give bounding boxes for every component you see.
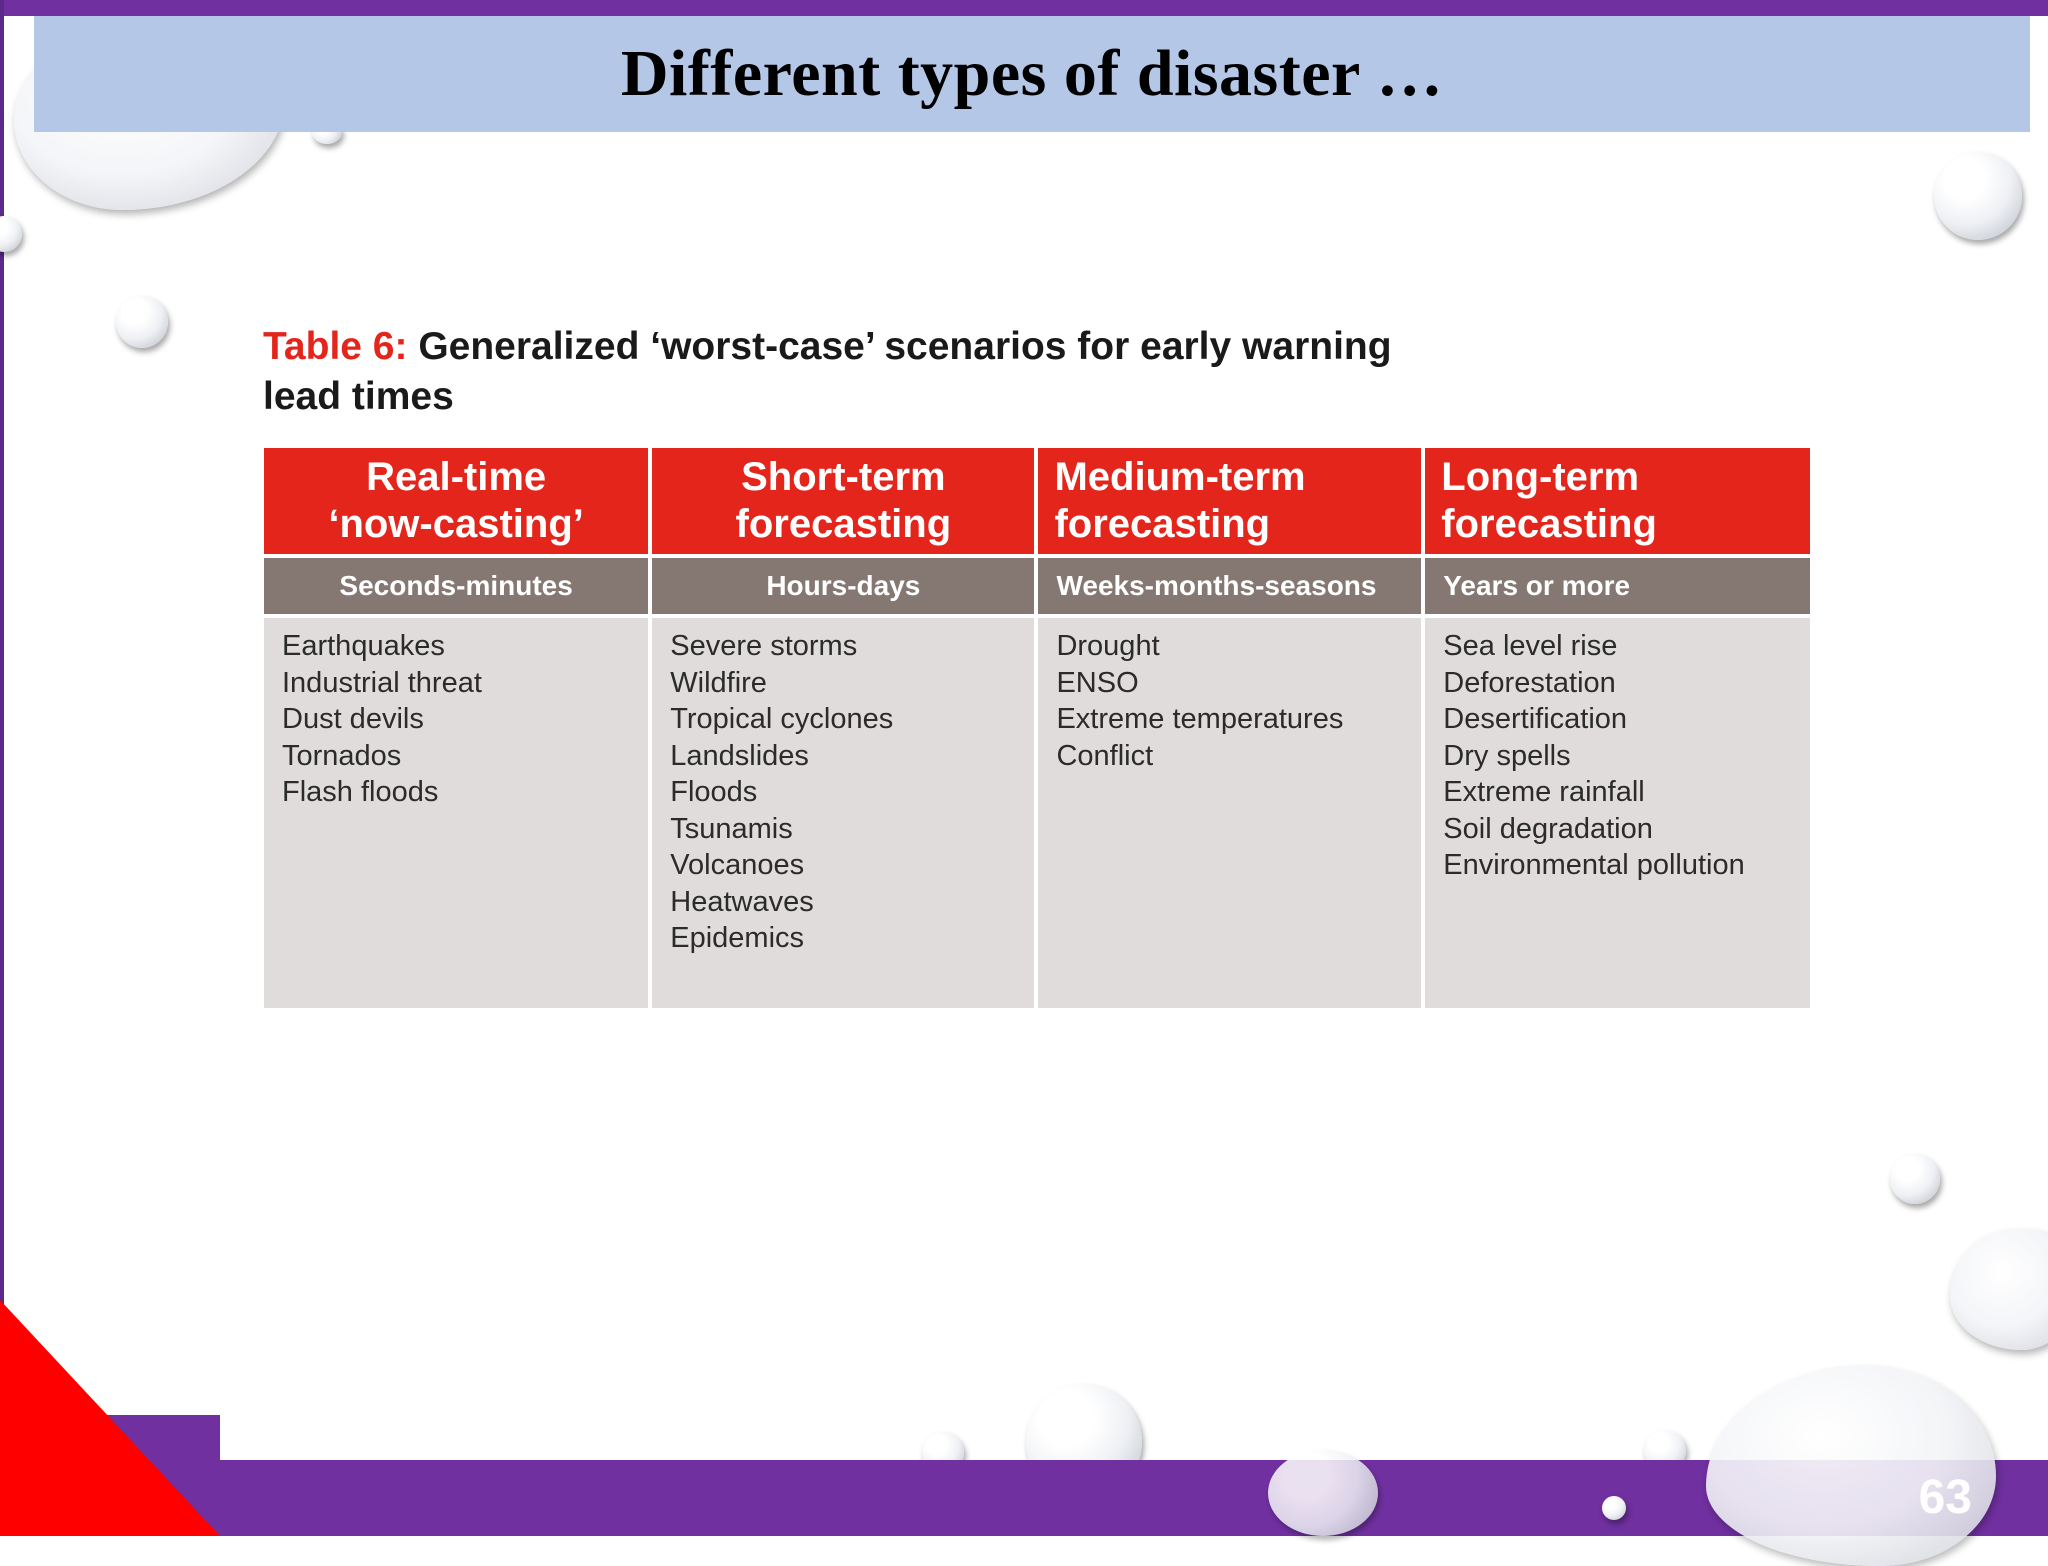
hazard-list-medium-term	[1036, 616, 1423, 1008]
column-header-short-term: Short-term forecasting	[650, 448, 1036, 556]
top-accent-bar	[0, 0, 2048, 16]
lead-times-table	[264, 448, 1814, 1008]
hazard-item: Sea level rise	[1443, 630, 1618, 662]
hazard-item: Conflict	[1056, 739, 1154, 772]
table-caption-text: Generalized ‘worst-case’ scenarios for early warning lead times	[263, 325, 1392, 418]
hazard-item: Tsunamis	[670, 812, 793, 845]
lead-time-short-term: Hours-days	[650, 556, 1036, 616]
water-drop-decoration	[0, 216, 22, 252]
title-band	[34, 16, 2030, 132]
hazard-item: Flash floods	[282, 776, 439, 808]
water-drop-decoration	[1602, 1496, 1626, 1520]
table-lead-time-row	[264, 556, 1812, 616]
page-number: 63	[1918, 1471, 1972, 1524]
hazard-item: Tropical cyclones	[670, 703, 894, 735]
hazard-item: Extreme rainfall	[1443, 776, 1645, 808]
hazard-item: Dust devils	[282, 703, 424, 735]
hazard-item: Severe storms	[670, 630, 858, 662]
hazard-item: Floods	[670, 776, 758, 808]
hazard-item: Soil degradation	[1443, 812, 1653, 845]
slide-title: Different types of disaster …	[620, 37, 1444, 110]
hazard-item: Extreme temperatures	[1056, 703, 1344, 735]
water-drop-decoration	[1934, 152, 2022, 240]
lead-time-medium-term: Weeks-months-seasons	[1036, 556, 1423, 616]
hazard-item: Environmental pollution	[1443, 849, 1745, 881]
hazard-item: ENSO	[1056, 666, 1139, 699]
table-header-row	[264, 448, 1812, 556]
lead-time-long-term: Years or more	[1423, 556, 1812, 616]
table-body-row	[264, 616, 1812, 1008]
hazard-item: Dry spells	[1443, 739, 1571, 772]
hazard-item: Tornados	[282, 739, 402, 772]
hazard-list-realtime	[264, 616, 650, 1008]
hazard-list-short-term	[650, 616, 1036, 1008]
hazard-item: Deforestation	[1443, 666, 1616, 699]
hazard-item: Wildfire	[670, 666, 767, 699]
hazard-item: Desertification	[1443, 703, 1628, 735]
water-drop-decoration	[1890, 1154, 1940, 1204]
column-header-medium-term: Medium-term forecasting	[1036, 448, 1423, 556]
water-drop-decoration	[116, 296, 168, 348]
hazard-list-long-term	[1423, 616, 1812, 1008]
lead-time-realtime: Seconds-minutes	[264, 556, 650, 616]
column-header-long-term: Long-term forecasting	[1423, 448, 1812, 556]
water-drop-decoration	[1706, 1366, 1996, 1566]
hazard-item: Epidemics	[670, 922, 805, 954]
table-caption-label: Table 6:	[263, 325, 408, 368]
water-drop-decoration	[1268, 1450, 1378, 1536]
hazard-item: Volcanoes	[670, 849, 805, 881]
hazard-item: Heatwaves	[670, 885, 814, 918]
hazard-item: Landslides	[670, 739, 809, 772]
hazard-item: Drought	[1056, 630, 1160, 662]
column-header-realtime: Real-time ‘now-casting’	[264, 448, 650, 556]
table-caption	[263, 322, 1463, 422]
hazard-item: Earthquakes	[282, 630, 445, 662]
water-drop-decoration	[1950, 1230, 2048, 1350]
hazard-item: Industrial threat	[282, 666, 482, 699]
